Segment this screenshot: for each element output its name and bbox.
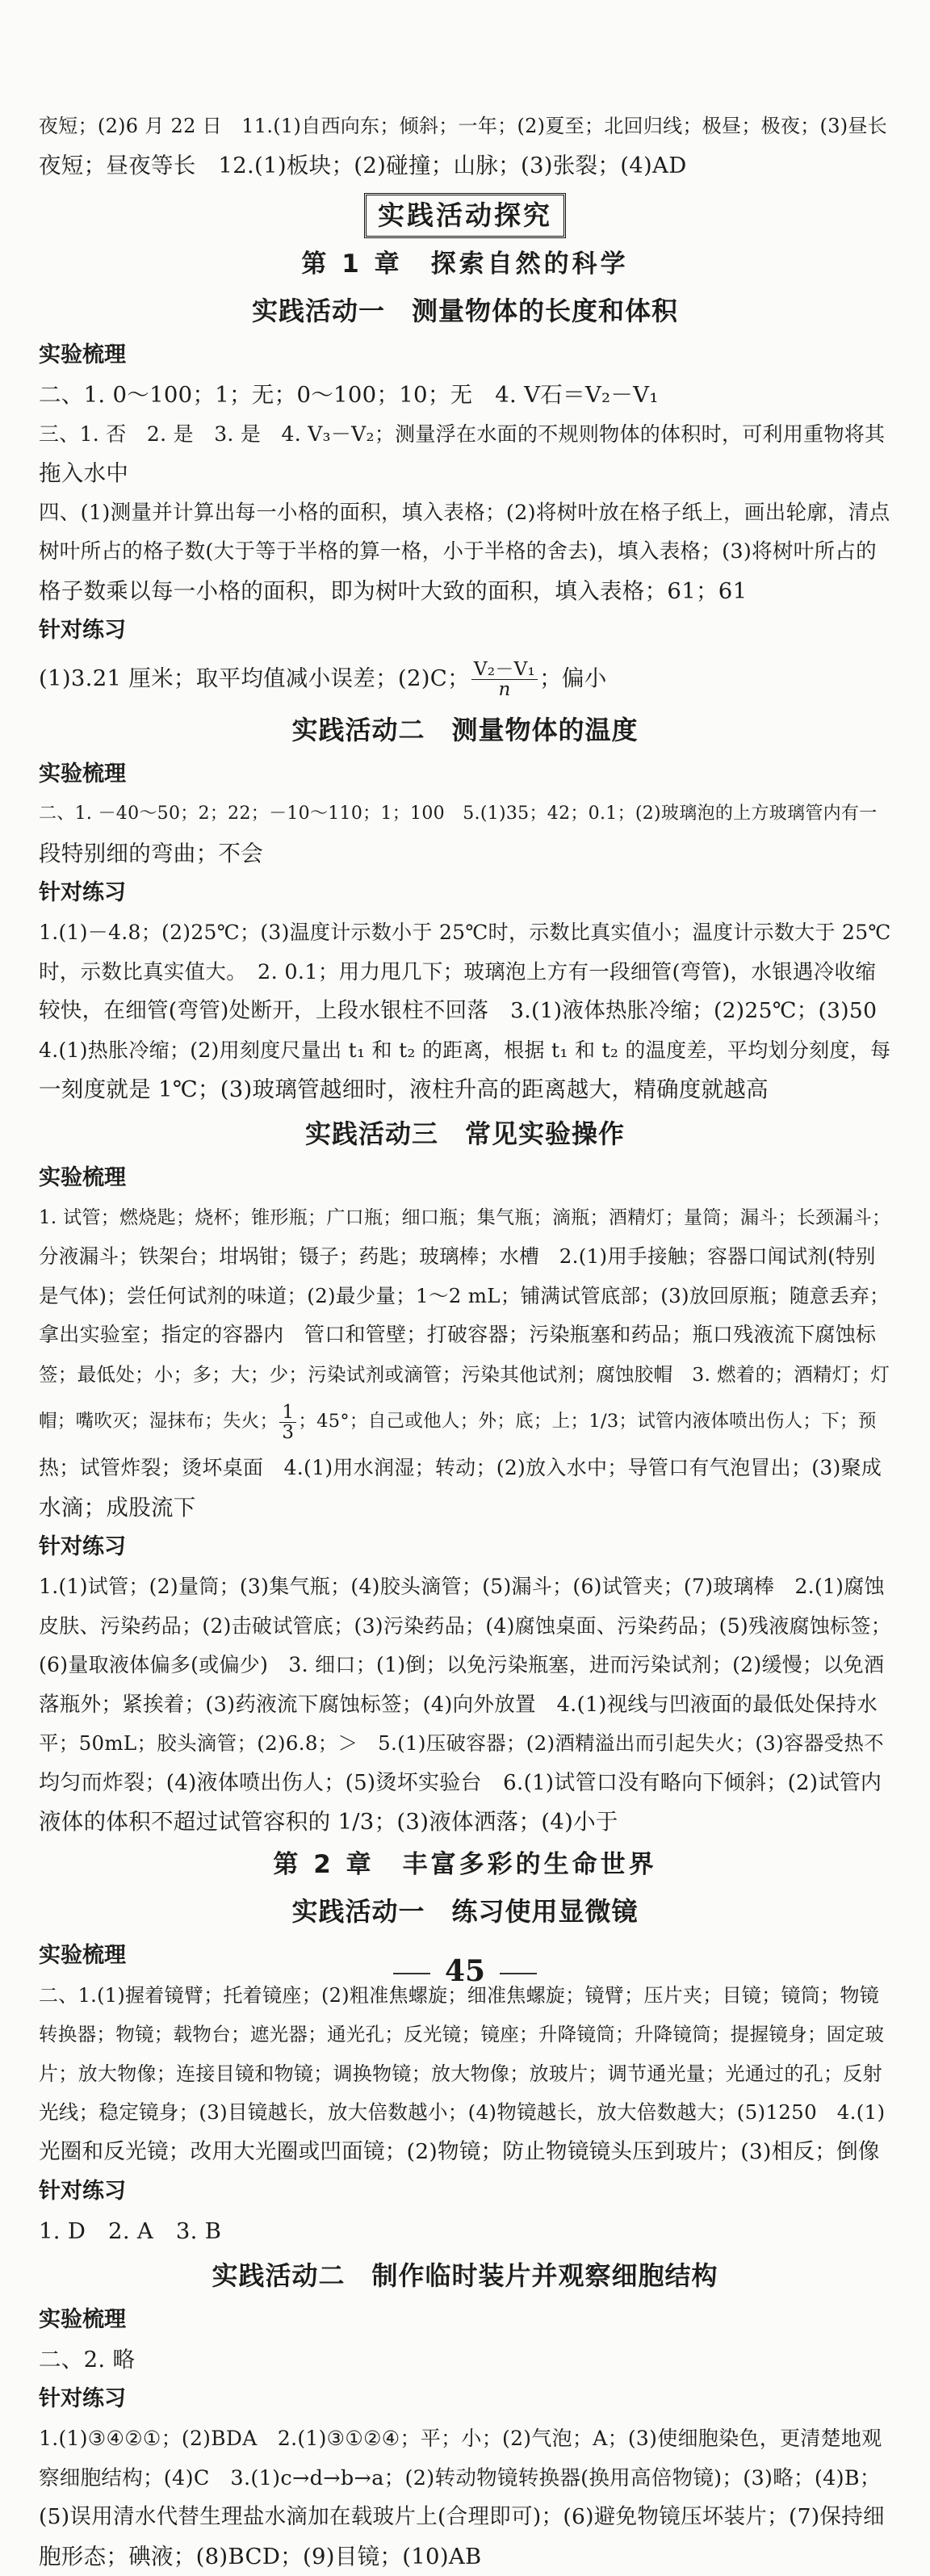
- fraction-denominator: 3: [279, 1423, 296, 1442]
- page-number: [0, 1954, 930, 1988]
- page-number-value: 45: [445, 1954, 485, 1988]
- text-line: 1. 试管；燃烧匙；烧杯；锥形瓶；广口瓶；细口瓶；集气瓶；滴瓶；酒精灯；量筒；漏斗；长颈漏斗；: [39, 1198, 891, 1238]
- section-title-wrap: [39, 193, 891, 238]
- text-segment: (1)3.21 厘米；取平均值减小误差；(2)C；: [39, 665, 470, 691]
- text-line: 1.(1)－4.8；(2)25℃；(3)温度计示数小于 25℃时，示数比真实值小；温度计示数大于 25℃: [39, 913, 891, 953]
- intro-block: [39, 107, 891, 185]
- section-title: 实践活动探究: [364, 193, 566, 238]
- text-line: 二、2. 略: [39, 2340, 891, 2380]
- text-line: 二、1. 0～100；1；无；0～100；10；无 4. V石＝V₂－V₁: [39, 375, 891, 415]
- text-line: 落瓶外；紧挨着；(3)药液流下腐蚀标签；(4)向外放置 4.(1)视线与凹液面的最低处保持水: [39, 1685, 891, 1725]
- heading-experiment-review: 实验梳理: [39, 754, 891, 795]
- text-line: 均匀而炸裂；(4)液体喷出伤人；(5)烫坏实验台 6.(1)试管口没有略向下倾斜；(2)试管内: [39, 1764, 891, 1803]
- heading-practice: 针对练习: [39, 610, 891, 651]
- text-line: 较快，在细管(弯管)处断开，上段水银柱不回落 3.(1)液体热胀冷缩；(2)25℃；(3)50: [39, 992, 891, 1031]
- text-line: 分液漏斗；铁架台；坩埚钳；镊子；药匙；玻璃棒；水槽 2.(1)用手接触；容器口闻试剂(特别: [39, 1237, 891, 1277]
- text-line: 格子数乘以每一小格的面积，即为树叶大致的面积，填入表格；61；61: [39, 572, 891, 611]
- text-line: 夜短；(2)6 月 22 日 11.(1)自西向东；倾斜；一年；(2)夏至；北回归线；极昼；极夜；(3)昼长: [39, 107, 891, 146]
- text-line: 1.(1)试管；(2)量筒；(3)集气瓶；(4)胶头滴管；(5)漏斗；(6)试管夹；(7)玻璃棒 2.(1)腐蚀: [39, 1567, 891, 1607]
- page-number-dash-right: [500, 1973, 537, 1974]
- text-segment: ；45°；自己或他人；外；底；上；1/3；试管内液体喷出伤人；下；预: [298, 1411, 876, 1432]
- text-line: 液体的体积不超过试管容积的 1/3；(3)液体洒落；(4)小于: [39, 1802, 891, 1842]
- text-line: 是气体)；尝任何试剂的味道；(2)最少量；1～2 mL；铺满试管底部；(3)放回原瓶；随意丢弃；: [39, 1277, 891, 1316]
- text-line-with-fraction: [39, 651, 891, 706]
- chapter-1-title: 第 1 章 探索自然的科学: [39, 241, 891, 287]
- text-segment: 帽；嘴吹灭；湿抹布；失火；: [39, 1411, 278, 1432]
- ch2-activity-2-title: 实践活动二 制作临时装片并观察细胞结构: [39, 2251, 891, 2300]
- text-segment: ；偏小: [539, 665, 606, 691]
- fraction-numerator: V₂－V₁: [471, 660, 538, 680]
- fraction: [279, 1403, 296, 1442]
- text-line: 拖入水中: [39, 454, 891, 493]
- text-line: 转换器；物镜；载物台；遮光器；通光孔；反光镜；镜座；升降镜筒；升降镜筒；提握镜身；固定玻: [39, 2015, 891, 2054]
- text-line: 皮肤、污染药品；(2)击破试管底；(3)污染药品；(4)腐蚀桌面、污染药品；(5)残液腐蚀标签；: [39, 1607, 891, 1647]
- heading-practice: 针对练习: [39, 2171, 891, 2212]
- text-line: 签；最低处；小；多；大；少；污染试剂或滴管；污染其他试剂；腐蚀胶帽 3. 燃着的；酒精灯；灯: [39, 1355, 891, 1395]
- text-line: 一刻度就是 1℃；(3)玻璃管越细时，液柱升高的距离越大，精确度就越高: [39, 1070, 891, 1110]
- text-line: 水滴；成股流下: [39, 1488, 891, 1528]
- ch1-activity-1-title: 实践活动一 测量物体的长度和体积: [39, 287, 891, 335]
- chapter-2-title: 第 2 章 丰富多彩的生命世界: [39, 1842, 891, 1887]
- text-line: 拿出实验室；指定的容器内 管口和管壁；打破容器；污染瓶塞和药品；瓶口残液流下腐蚀标: [39, 1315, 891, 1355]
- heading-experiment-review: 实验梳理: [39, 1158, 891, 1198]
- ch1-activity-3-title: 实践活动三 常见实验操作: [39, 1110, 891, 1158]
- heading-experiment-review: 实验梳理: [39, 1936, 891, 1976]
- heading-practice: 针对练习: [39, 873, 891, 913]
- text-line: 段特别细的弯曲；不会: [39, 834, 891, 874]
- ch1-activity-2-title: 实践活动二 测量物体的温度: [39, 706, 891, 754]
- ch2-activity-1-title: 实践活动一 练习使用显微镜: [39, 1887, 891, 1936]
- text-line: 光线；稳定镜身；(3)目镜越长，放大倍数越小；(4)物镜越长，放大倍数越大；(5)1250 4.(1): [39, 2093, 891, 2133]
- heading-experiment-review: 实验梳理: [39, 2300, 891, 2340]
- fraction: [471, 660, 538, 699]
- text-line: 4.(1)热胀冷缩；(2)用刻度尺量出 t₁ 和 t₂ 的距离，根据 t₁ 和 t₂ 的温度差，平均划分刻度，每: [39, 1031, 891, 1071]
- fraction-numerator: 1: [279, 1403, 296, 1423]
- text-line: 胞形态；碘液；(8)BCD；(9)目镜；(10)AB: [39, 2537, 891, 2576]
- text-line-with-fraction: [39, 1394, 891, 1449]
- text-line: 光圈和反光镜；改用大光圈或凹面镜；(2)物镜；防止物镜镜头压到玻片；(3)相反；倒像: [39, 2133, 891, 2172]
- text-line: 二、1. －40～50；2；22；－10～110；1；100 5.(1)35；42；0.1；(2)玻璃泡的上方玻璃管内有一: [39, 795, 891, 834]
- text-line: 察细胞结构；(4)C 3.(1)c→d→b→a；(2)转动物镜转换器(换用高倍物镜)；(3)略；(4)B；: [39, 2459, 891, 2498]
- text-line: 片；放大物像；连接目镜和物镜；调换物镜；放大物像；放玻片；调节通光量；光通过的孔；反射: [39, 2054, 891, 2094]
- text-line: 1. D 2. A 3. B: [39, 2212, 891, 2251]
- text-line: 夜短；昼夜等长 12.(1)板块；(2)碰撞；山脉；(3)张裂；(4)AD: [39, 146, 891, 186]
- fraction-denominator: n: [471, 680, 538, 699]
- text-line: (5)误用清水代替生理盐水滴加在载玻片上(合理即可)；(6)避免物镜压坏装片；(7)保持细: [39, 2498, 891, 2537]
- heading-experiment-review: 实验梳理: [39, 335, 891, 375]
- text-line: 时，示数比真实值大。 2. 0.1；用力甩几下；玻璃泡上方有一段细管(弯管)，水银遇冷收缩: [39, 953, 891, 992]
- page-number-dash-left: [393, 1973, 430, 1974]
- text-line: 1.(1)③④②①；(2)BDA 2.(1)③①②④；平；小；(2)气泡；A；(3)使细胞染色，更清楚地观: [39, 2419, 891, 2459]
- text-line: (6)量取液体偏多(或偏少) 3. 细口；(1)倒；以免污染瓶塞，进而污染试剂；(2)缓慢；以免酒: [39, 1646, 891, 1685]
- text-line: 平；50mL；胶头滴管；(2)6.8；＞ 5.(1)压破容器；(2)酒精溢出而引起失火；(3)容器受热不: [39, 1724, 891, 1764]
- text-line: 热；试管炸裂；烫坏桌面 4.(1)用水润湿；转动；(2)放入水中；导管口有气泡冒出；(3)聚成: [39, 1449, 891, 1488]
- text-line: 二、1.(1)握着镜臂；托着镜座；(2)粗准焦螺旋；细准焦螺旋；镜臂；压片夹；目镜；镜筒；物镜: [39, 1976, 891, 2016]
- text-line: 树叶所占的格子数(大于等于半格的算一格，小于半格的舍去)，填入表格；(3)将树叶所占的: [39, 532, 891, 572]
- text-line: 四、(1)测量并计算出每一小格的面积，填入表格；(2)将树叶放在格子纸上，画出轮廓，清点: [39, 493, 891, 533]
- heading-practice: 针对练习: [39, 1527, 891, 1567]
- text-line: 三、1. 否 2. 是 3. 是 4. V₃－V₂；测量浮在水面的不规则物体的体积时，可利用重物将其: [39, 415, 891, 455]
- heading-practice: 针对练习: [39, 2379, 891, 2419]
